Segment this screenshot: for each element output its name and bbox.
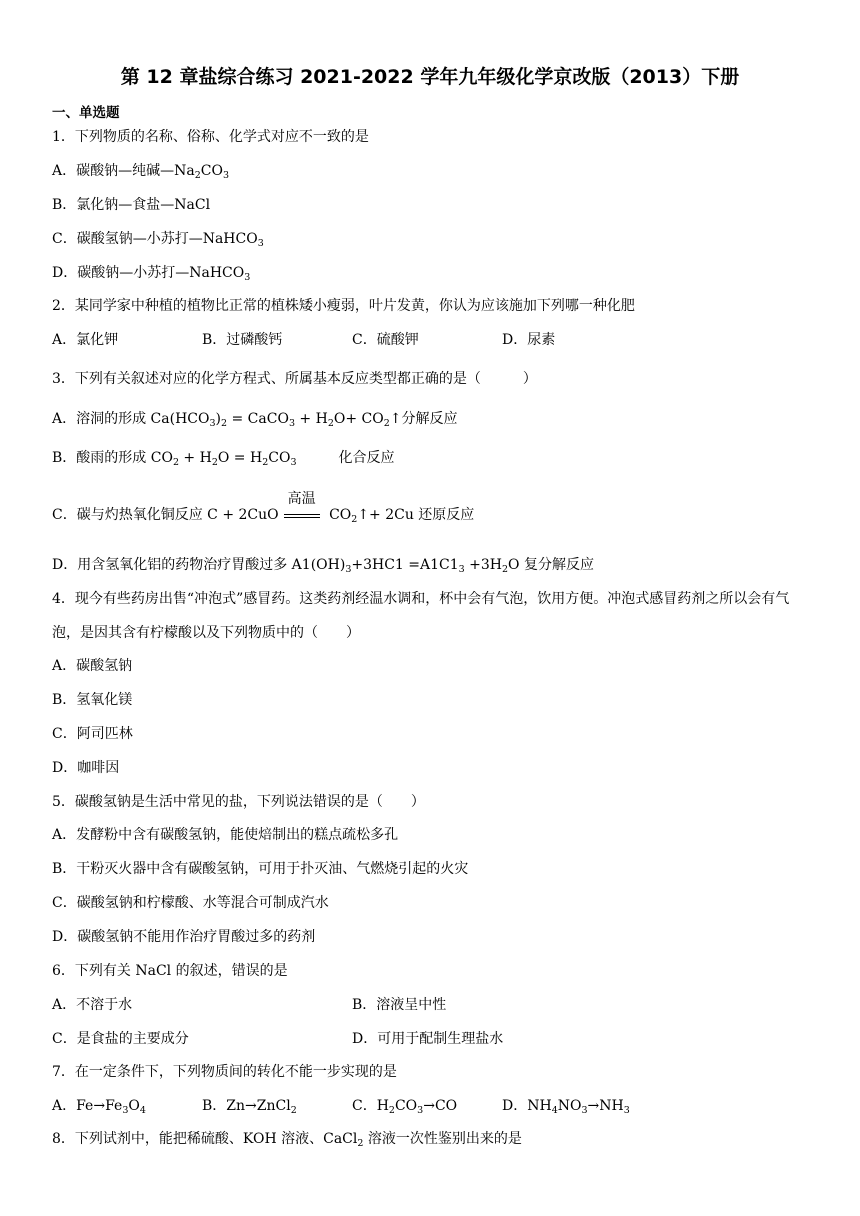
question-5-option-d: D．碳酸氢钠不能用作治疗胃酸过多的药剂 bbox=[52, 929, 316, 945]
question-4-option-a: A．碳酸氢钠 bbox=[52, 658, 133, 674]
question-6-option-d: D．可用于配制生理盐水 bbox=[352, 1031, 504, 1047]
question-2-option-d: D．尿素 bbox=[502, 332, 556, 348]
question-5-option-b: B．干粉灭火器中含有碳酸氢钠，可用于扑灭油、气燃烧引起的火灾 bbox=[52, 861, 469, 877]
question-6-option-c: C．是食盐的主要成分 bbox=[52, 1031, 189, 1047]
question-3-option-d: D．用含氢氧化铝的药物治疗胃酸过多 $A1(OH)_3+3HC1 =A1C1_3 +3H_2O$ 复分解反应 bbox=[52, 557, 594, 575]
question-4-option-d: D．咖啡因 bbox=[52, 760, 120, 776]
question-1-option-c: C．碳酸氢钠—小苏打—NaHCO$_3$ bbox=[52, 231, 264, 249]
question-6-option-a: A．不溶于水 bbox=[52, 997, 133, 1013]
question-7-stem: 7．在一定条件下，下列物质间的转化不能一步实现的是 bbox=[52, 1064, 397, 1080]
question-2-stem: 2．某同学家中种植的植物比正常的植株矮小瘦弱，叶片发黄，你认为应该施加下列哪一种化肥 bbox=[52, 298, 635, 314]
question-8-stem: 8．下列试剂中，能把稀硫酸、KOH 溶液、CaCl$_2$ 溶液一次性鉴别出来的是 bbox=[52, 1131, 522, 1149]
question-1-option-d: D．碳酸钠—小苏打—NaHCO$_3$ bbox=[52, 265, 251, 283]
question-6-stem: 6．下列有关 NaCl 的叙述，错误的是 bbox=[52, 963, 288, 979]
question-4-stem: 4．现今有些药房出售“冲泡式”感冒药。这类药剂经温水调和，杯中会有气泡，饮用方便。冲泡式感冒药剂之所以会有气泡，是因其含有柠檬酸以及下列物质中的（ ） bbox=[52, 591, 790, 641]
question-6-option-b: B．溶液呈中性 bbox=[352, 997, 447, 1013]
question-4-option-b: B．氢氧化镁 bbox=[52, 692, 133, 708]
question-3-option-a: A．溶洞的形成 $Ca(HCO_3)_2$ = CaCO$_3$ + $H_2O+$ $CO_2↑$分解反应 bbox=[52, 411, 458, 429]
question-2-option-b: B．过磷酸钙 bbox=[202, 332, 283, 348]
question-1-option-b: B．氯化钠—食盐—NaCl bbox=[52, 197, 211, 213]
question-3-option-c: C．碳与灼热氧化铜反应 C + 2CuO 高温 $CO_2↑+ 2Cu$ 还原反应 bbox=[52, 491, 475, 525]
question-7-option-d: D．$NH_4NO_3\to NH_3$ bbox=[502, 1098, 630, 1116]
question-5-option-a: A．发酵粉中含有碳酸氢钠，能使焙制出的糕点疏松多孔 bbox=[52, 827, 399, 843]
reaction-condition-arrow: 高温 bbox=[282, 506, 322, 524]
question-2-option-a: A．氯化钾 bbox=[52, 332, 119, 348]
question-2-option-c: C．硫酸钾 bbox=[352, 332, 419, 348]
question-1-stem: 1．下列物质的名称、俗称、化学式对应不一致的是 bbox=[52, 129, 369, 145]
question-4-option-c: C．阿司匹林 bbox=[52, 726, 133, 742]
page-title: 第 12 章盐综合练习 2021-2022 学年九年级化学京改版（2013）下册 bbox=[120, 66, 740, 88]
question-3-option-b: B．酸雨的形成 $CO_2 + H_2O = H_2CO_3$ 化合反应 bbox=[52, 450, 395, 468]
question-1-option-a: A．碳酸钠—纯碱$—Na_2CO_3$ bbox=[52, 163, 230, 181]
question-7-option-a: A．$Fe\to Fe_3O_4$ bbox=[52, 1098, 146, 1116]
question-5-option-c: C．碳酸氢钠和柠檬酸、水等混合可制成汽水 bbox=[52, 895, 329, 911]
question-7-option-b: B．Zn→ZnCl$_2$ bbox=[202, 1098, 297, 1116]
question-5-stem: 5．碳酸氢钠是生活中常见的盐，下列说法错误的是（ ） bbox=[52, 794, 425, 810]
question-7-option-c: C．$H_2CO_3\to CO$ bbox=[352, 1098, 458, 1116]
section-heading: 一、单选题 bbox=[52, 105, 120, 121]
question-3-stem: 3．下列有关叙述对应的化学方程式、所属基本反应类型都正确的是（ ） bbox=[52, 371, 537, 387]
